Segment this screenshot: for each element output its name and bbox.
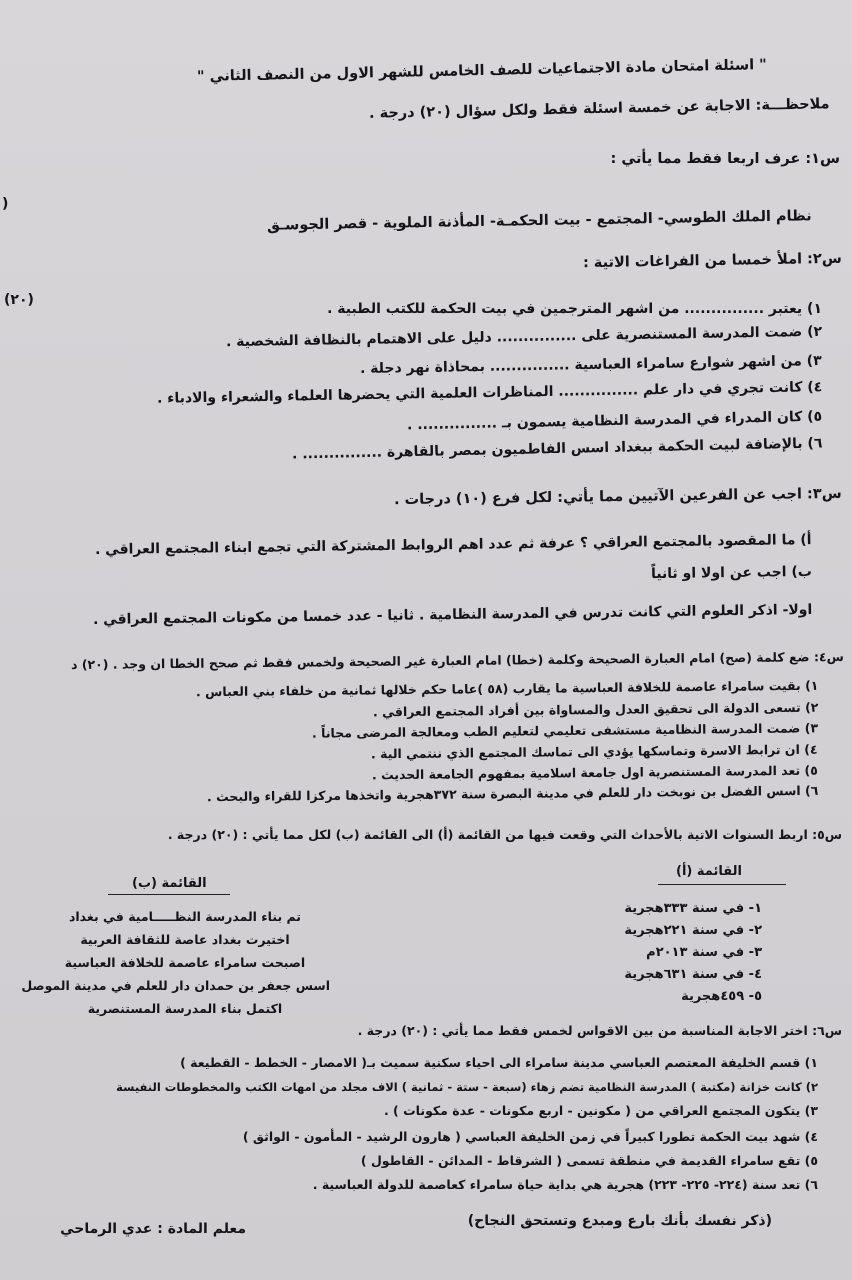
q4-item: ١) بقيت سامراء عاصمة للخلافة العباسية ما يقارب (٥٨ )عاما حكم خلالها ثمانية من خلفاء بني العباس . (195, 677, 819, 700)
q2-item: ٣) من اشهر شوارع سامراء العباسية ............... بمحاذاة نهر دجلة . (360, 352, 823, 378)
q4-item: ٢) تسعى الدولة الى تحقيق العدل والمساواة بين أفراد المجتمع العراقي . (372, 699, 819, 720)
q5-title: س٥: اربط السنوات الاتية بالأحداث التي وقعت فيها من القائمة (أ) الى القائمة (ب) لكل مما يأتي : (٢٠) درجة . (167, 827, 842, 842)
q1-title: س١: عرف اربعا فقط مما يأتي : (610, 151, 840, 167)
q2-item: ٢) ضمت المدرسة المستنصرية على ............... دليل على الاهتمام بالنظافة الشخصية . (225, 323, 823, 351)
q4-item: ٤) ان ترابط الاسرة وتماسكها يؤدي الى تماسك المجتمع الذي ننتمي الية . (371, 741, 819, 762)
q4-item: ٥) تعد المدرسة المستنصرية اول جامعة اسلامية بمفهوم الجامعة الحديث . (372, 762, 819, 783)
q3-part-b-detail: اولا- اذكر العلوم التي كانت تدرس في المدرسة النظامية . ثانيا - عدد خمسا من مكونات المجتمع العراقي . (92, 601, 813, 629)
q5-list-b-title: القائمة (ب) (132, 876, 207, 891)
q2-item: ٦) بالإضافة لبيت الحكمة ببغداد اسس الفاطميون بمصر بالقاهرة ............... . (291, 435, 823, 463)
q5-list-b-item: اسس جعفر بن حمدان دار للعلم في مدينة الموصل (21, 978, 330, 993)
q5-list-b-item: اختيرت بغداد عاصة للثقافة العربية (80, 932, 290, 947)
q3-part-a: أ) ما المقصود بالمجتمع العراقي ؟ عرفة ثم عدد اهم الروابط المشتركة التي تجمع ابناء المجتمع العراقي . (95, 531, 813, 559)
q2-item: ٤) كانت تجري في دار علم ............... المناظرات العلمية التي يحضرها العلماء والشعراء والادباء . (156, 379, 823, 407)
exam-note: ملاحظـــة: الاجابة عن خمسة اسئلة فقط ولكل سؤال (٢٠) درجة . (369, 96, 831, 122)
q5-list-a-item: ٢- في سنة ٢٢١هجرية (624, 923, 762, 938)
q4-item: ٣) ضمت المدرسة النظامية مستشفى تعليمي لتعليم الطب ومعالجة المرضى مجاناً . (311, 720, 819, 741)
q6-item: ١) قسم الخليفة المعتصم العباسي مدينة سامراء الى احياء سكنية سميت بـ( الامصار - الخطط - القطيعة ) (180, 1055, 818, 1070)
q5-list-a-item: ٣- في سنة ٢٠١٣م (646, 945, 762, 960)
q5-list-b-item: اصبحت سامراء عاصمة للخلافة العباسية (64, 955, 306, 970)
q2-grade-mark: (٢٠) (4, 292, 34, 308)
q4-item: ٦) اسس الفضل بن نوبخت دار للعلم في مدينة البصرة سنة ٣٧٢هجرية واتخذها مركزا للقراء والبحث . (206, 782, 819, 805)
q4-title: س٤: ضع كلمة (صح) امام العبارة الصحيحة وكلمة (خطا) امام العبارة غير الصحيحة ولخمس فقط ثم صحح الخطا ان وجد . (٢٠) د (71, 648, 845, 673)
q5-list-a-title: القائمة (أ) (676, 864, 742, 879)
q6-title: س٦: اختر الاجابة المناسبة من بين الاقواس لخمس فقط مما يأتي : (٢٠) درجة . (357, 1023, 842, 1038)
q5-list-a-item: ٥- ٤٥٩هجرية (681, 989, 762, 1004)
q2-item: ١) يعتبر ............... من اشهر المترجمين في بيت الحكمة للكتب الطبية . (327, 301, 822, 317)
q5-list-a-rule (658, 884, 786, 885)
q2-item: ٥) كان المدراء في المدرسة النظامية يسمون بـ ............... . (406, 408, 823, 434)
q3-title: س٣: اجب عن الفرعين الآتيين مما يأتي: لكل فرع (١٠) درجات . (394, 485, 843, 509)
q1-terms: نظام الملك الطوسي- المجتمع - بيت الحكمـة- المأذنة الملوية - قصر الجوسـق (267, 208, 813, 234)
q5-list-b-item: تم بناء المدرسة النظـــــامية في بغداد (68, 909, 302, 924)
q5-list-b-item: اكتمل بناء المدرسة المستنصرية (87, 1001, 283, 1016)
q5-list-a-item: ١- في سنة ٣٣٣هجرية (624, 901, 762, 916)
q6-item: ٢) كانت خزانة (مكتبة ) المدرسة النظامية تضم زهاء (سبعة - ستة - ثمانية ) الاف مجلد من امهات الكتب والمخطوطات النفيسة (116, 1080, 818, 1094)
q5-list-b-rule (108, 894, 230, 895)
q5-list-a-item: ٤- في سنة ٦٣١هجرية (624, 967, 762, 982)
footer-teacher: معلم المادة : عدي الرماحي (60, 1221, 246, 1237)
exam-title: " اسئلة امتحان مادة الاجتماعيات للصف الخامس للشهر الاول من النصف الثاني " (197, 57, 768, 85)
q6-item: ٦) تعد سنة (٢٢٤- ٢٢٥- ٢٢٣) هجرية هي بداية حياة سامراء كعاصمة للدولة العباسية . (312, 1177, 818, 1192)
q2-title: س٢: املأ خمسا من الفراغات الاتية : (583, 250, 843, 272)
q6-item: ٣) يتكون المجتمع العراقي من ( مكونين - اربع مكونات - عدة مكونات ) . (383, 1103, 818, 1118)
page-edge-paren: ) (2, 196, 9, 212)
q6-item: ٥) تقع سامراء القديمة في منطقة تسمى ( الشرقاط - المدائن - القاطول ) (360, 1153, 818, 1168)
q6-item: ٤) شهد بيت الحكمة تطورا كبيراً في زمن الخليفة العباسي ( هارون الرشيد - المأمون - الواثق ) (242, 1129, 818, 1144)
footer-motto: (ذكر نفسك بأنك بارع ومبدع وتستحق النجاح) (467, 1213, 772, 1229)
q3-part-b: ب) اجب عن اولا او ثانياً (651, 563, 813, 583)
